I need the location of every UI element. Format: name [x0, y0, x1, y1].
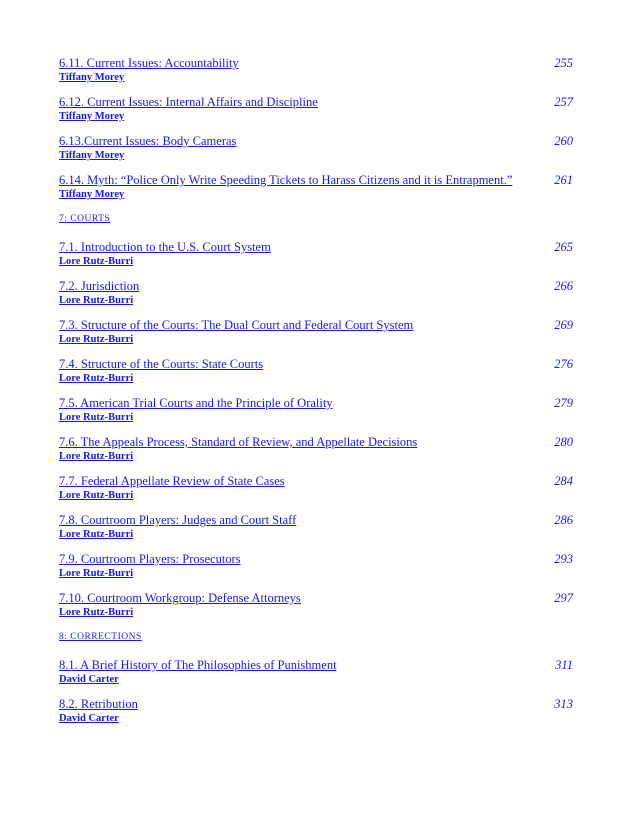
toc-entry[interactable]: [59, 396, 575, 424]
toc-entry-page-number[interactable]: 279: [554, 396, 573, 410]
toc-entry-title-link[interactable]: 6.11. Current Issues: Accountability: [59, 56, 239, 70]
toc-entry[interactable]: [59, 435, 575, 463]
toc-entry-title-link[interactable]: 8.1. A Brief History of The Philosophies of Punishment: [59, 658, 337, 672]
toc-entry-title-link[interactable]: 7.6. The Appeals Process, Standard of Review, and Appellate Decisions: [59, 435, 418, 449]
toc-entry[interactable]: [59, 318, 575, 346]
toc-entry-title-link[interactable]: 7.5. American Trial Courts and the Principle of Orality: [59, 396, 333, 410]
toc-entry-page-number[interactable]: 293: [554, 552, 573, 566]
toc-entry-author-link[interactable]: Tiffany Morey: [59, 150, 125, 161]
toc-entry-title-link[interactable]: 6.12. Current Issues: Internal Affairs and Discipline: [59, 95, 318, 109]
toc-entry-page-number[interactable]: 286: [554, 513, 573, 527]
toc-entry-title-link[interactable]: 7.9. Courtroom Players: Prosecutors: [59, 552, 241, 566]
toc-entry-page-number[interactable]: 280: [554, 435, 573, 449]
toc-entry-title-link[interactable]: 6.14. Myth: “Police Only Write Speeding Tickets to Harass Citizens and it is Entrapment.”: [59, 173, 513, 187]
toc-entry-page-number[interactable]: 265: [554, 240, 573, 254]
toc-entry-page-number[interactable]: 297: [554, 591, 573, 605]
toc-entry-author-link[interactable]: Lore Rutz-Burri: [59, 412, 134, 423]
toc-entry-page-number[interactable]: 276: [554, 357, 573, 371]
toc-entry-page-number[interactable]: 311: [555, 658, 573, 672]
toc-entry[interactable]: [59, 591, 575, 619]
section-heading[interactable]: 7: COURTS: [59, 214, 111, 224]
toc-entry-title-link[interactable]: 8.2. Retribution: [59, 697, 138, 711]
toc-entry[interactable]: [59, 357, 575, 385]
toc-entry-author-link[interactable]: Tiffany Morey: [59, 72, 125, 83]
toc-entry-author-link[interactable]: Lore Rutz-Burri: [59, 334, 134, 345]
toc-entry-author-link[interactable]: Lore Rutz-Burri: [59, 568, 134, 579]
toc-entry-title-link[interactable]: 7.8. Courtroom Players: Judges and Court Staff: [59, 513, 297, 527]
toc-entry[interactable]: [59, 173, 575, 201]
toc-entry-page-number[interactable]: 260: [554, 134, 573, 148]
toc-entry-author-link[interactable]: Lore Rutz-Burri: [59, 529, 134, 540]
toc-entry-author-link[interactable]: Lore Rutz-Burri: [59, 607, 134, 618]
toc-entry-author-link[interactable]: David Carter: [59, 713, 119, 724]
toc-entry[interactable]: [59, 134, 575, 162]
toc-entry-author-link[interactable]: Tiffany Morey: [59, 189, 125, 200]
toc-entry-page-number[interactable]: 255: [554, 56, 573, 70]
toc-entry[interactable]: [59, 240, 575, 268]
toc-entry-title-link[interactable]: 7.10. Courtroom Workgroup: Defense Attorneys: [59, 591, 301, 605]
toc-entry-title-link[interactable]: 7.2. Jurisdiction: [59, 279, 140, 293]
toc-entry-page-number[interactable]: 261: [554, 173, 573, 187]
toc-entry-author-link[interactable]: Lore Rutz-Burri: [59, 451, 134, 462]
toc-entry-author-link[interactable]: Lore Rutz-Burri: [59, 490, 134, 501]
toc-entry[interactable]: [59, 552, 575, 580]
toc-entry-title-link[interactable]: 6.13.Current Issues: Body Cameras: [59, 134, 237, 148]
toc-entry[interactable]: [59, 56, 575, 84]
toc-entry[interactable]: [59, 513, 575, 541]
toc-entry-author-link[interactable]: Lore Rutz-Burri: [59, 373, 134, 384]
toc-entry[interactable]: [59, 658, 575, 686]
section-heading[interactable]: 8: CORRECTIONS: [59, 632, 142, 642]
toc-entry-page-number[interactable]: 284: [554, 474, 573, 488]
toc-entry-author-link[interactable]: Lore Rutz-Burri: [59, 295, 134, 306]
toc-entry-author-link[interactable]: Lore Rutz-Burri: [59, 256, 134, 267]
toc-entry[interactable]: [59, 95, 575, 123]
toc-entry-title-link[interactable]: 7.3. Structure of the Courts: The Dual Court and Federal Court System: [59, 318, 414, 332]
toc-entry[interactable]: [59, 697, 575, 725]
toc-entry-title-link[interactable]: 7.4. Structure of the Courts: State Courts: [59, 357, 264, 371]
toc-entry-page-number[interactable]: 266: [554, 279, 573, 293]
toc-entry[interactable]: [59, 474, 575, 502]
toc-entry-page-number[interactable]: 269: [554, 318, 573, 332]
toc-entry-author-link[interactable]: David Carter: [59, 674, 119, 685]
toc-entry-title-link[interactable]: 7.7. Federal Appellate Review of State Cases: [59, 474, 285, 488]
toc-entry-title-link[interactable]: 7.1. Introduction to the U.S. Court System: [59, 240, 271, 254]
toc-entry-page-number[interactable]: 313: [554, 697, 573, 711]
toc-entry[interactable]: [59, 279, 575, 307]
toc-entry-author-link[interactable]: Tiffany Morey: [59, 111, 125, 122]
toc-entry-page-number[interactable]: 257: [554, 95, 573, 109]
